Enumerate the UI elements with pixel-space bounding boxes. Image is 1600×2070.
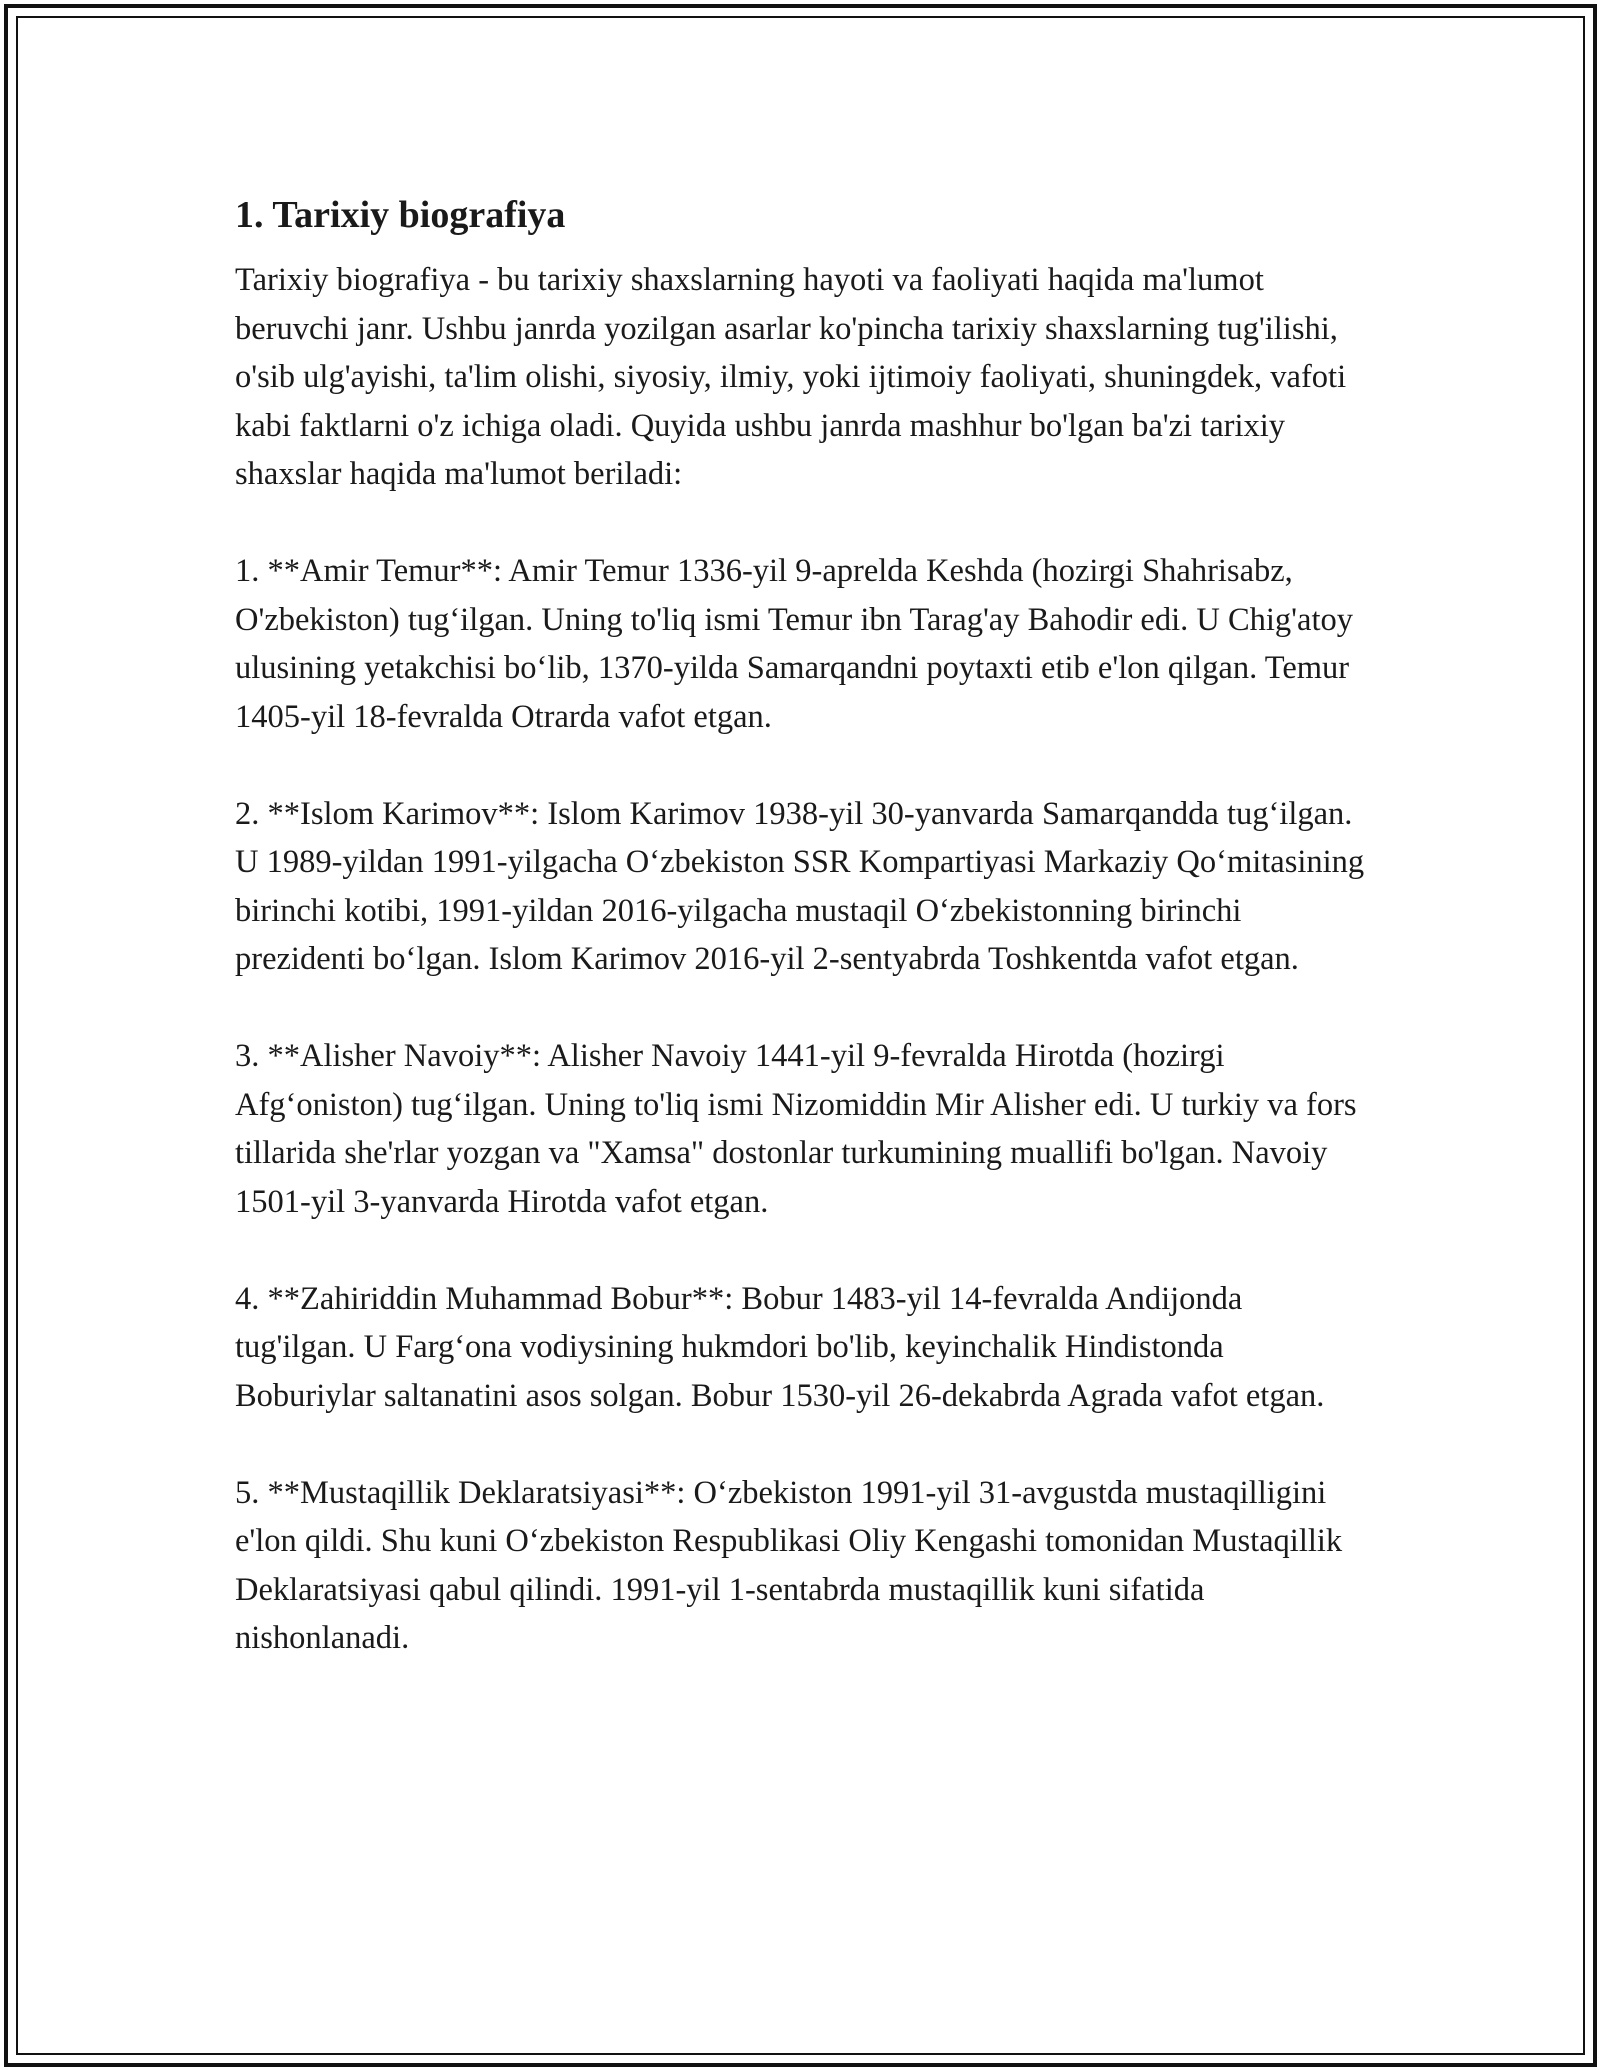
list-item-mustaqillik: 5. **Mustaqillik Deklaratsiyasi**: O‘zbekiston 1991-yil 31-avgustda mustaqilligini e'lon qildi. Shu kuni O‘zbekiston Respublikasi Oliy Kengashi tomonidan Mustaqillik Deklaratsiyasi qabul qilindi. 1991-yil 1-sentabrda mustaqillik kuni sifatida nishonlanadi. — [235, 1474, 1343, 1656]
list-item-alisher-navoiy: 3. **Alisher Navoiy**: Alisher Navoiy 1441-yil 9-fevralda Hirotda (hozirgi Afg‘oniston) tug‘ilgan. Uning to'liq ismi Nizomiddin Mir Alisher edi. U turkiy va fors tillarida she'rlar yozgan va "Xamsa" dostonlar turkumining muallifi bo'lgan. Navoiy 1501-yil 3-yanvarda Hirotda vafot etgan. — [235, 1038, 1357, 1220]
section-title: 1. Tarixiy biografiya — [235, 194, 566, 236]
list-item-bobur: 4. **Zahiriddin Muhammad Bobur**: Bobur 1483-yil 14-fevralda Andijonda tug'ilgan. U Farg‘ona vodiysining hukmdori bo'lib, keyinchalik Hindistonda Boburiylar saltanatini asos solgan. Bobur 1530-yil 26-dekabrda Agrada vafot etgan. — [235, 1280, 1325, 1414]
list-item-islom-karimov: 2. **Islom Karimov**: Islom Karimov 1938-yil 30-yanvarda Samarqandda tug‘ilgan. U 1989-yildan 1991-yilgacha O‘zbekiston SSR Kompartiyasi Markaziy Qo‘mitasining birinchi kotibi, 1991-yildan 2016-yilgacha mustaqil O‘zbekistonning birinchi prezidenti bo‘lgan. Islom Karimov 2016-yil 2-sentyabrda Toshkentda vafot etgan. — [235, 795, 1365, 977]
document-body — [235, 186, 1370, 1711]
intro-paragraph: Tarixiy biografiya - bu tarixiy shaxslarning hayoti va faoliyati haqida ma'lumot beruvchi janr. Ushbu janrda yozilgan asarlar ko'pincha tarixiy shaxslarning tug'ilishi, o'sib ulg'ayishi, ta'lim olishi, siyosiy, ilmiy, yoki ijtimoiy faoliyati, shuningdek, vafoti kabi faktlarni o'z ichiga oladi. Quyida ushbu janrda mashhur bo'lgan ba'zi tarixiy shaxslar haqida ma'lumot beriladi: — [235, 262, 1347, 492]
list-item-amir-temur: 1. **Amir Temur**: Amir Temur 1336-yil 9-aprelda Keshda (hozirgi Shahrisabz, O'zbekiston) tug‘ilgan. Uning to'liq ismi Temur ibn Tarag'ay Bahodir edi. U Chig'atoy ulusining yetakchisi bo‘lib, 1370-yilda Samarqandni poytaxti etib e'lon qilgan. Temur 1405-yil 18-fevralda Otrarda vafot etgan. — [235, 553, 1353, 735]
